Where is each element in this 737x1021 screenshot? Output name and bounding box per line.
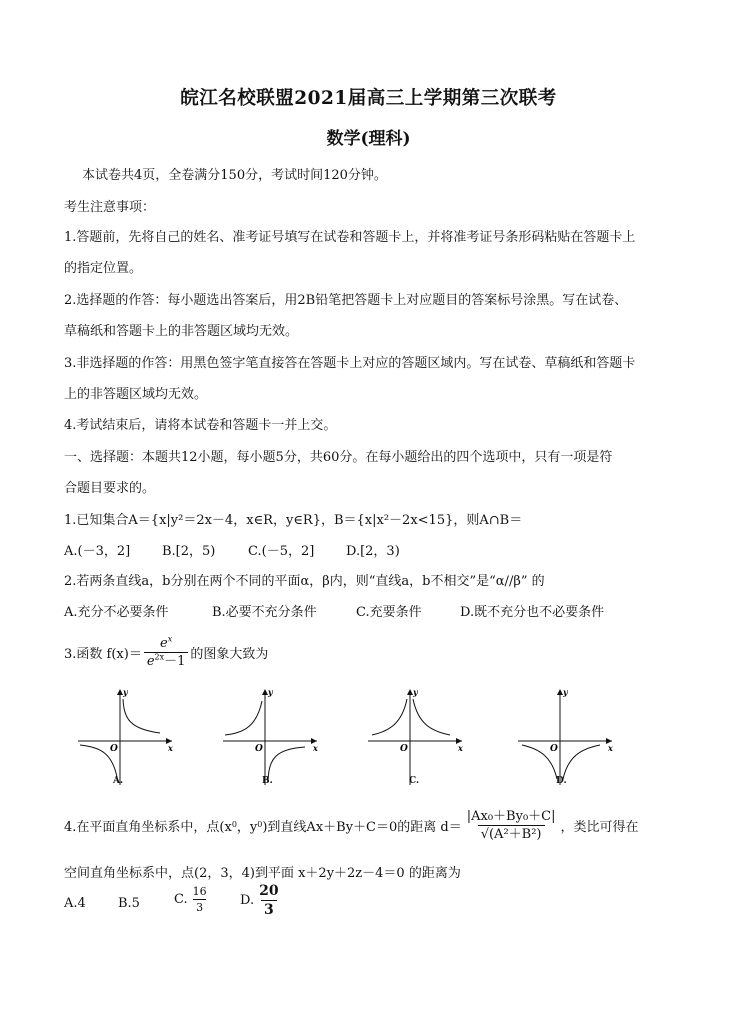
q3-suffix: 的图象大致为 <box>190 647 269 662</box>
section-heading-b: 合题目要求的。 <box>64 481 156 496</box>
origin-label: O <box>110 744 118 754</box>
q2-option-c: C.充要条件 <box>356 605 422 620</box>
origin-label: O <box>400 744 408 754</box>
q4-distance-formula <box>464 810 559 841</box>
q3-fraction <box>144 634 189 669</box>
q3-num: e <box>160 636 168 651</box>
q4-option-c-den: 3 <box>193 899 206 913</box>
intro-line: 本试卷共4页，全卷满分150分，考试时间120分钟。 <box>82 168 387 183</box>
q1-option-d: D.[2，3) <box>346 544 400 559</box>
graph-d <box>510 685 620 790</box>
q4-option-c <box>174 886 212 913</box>
notice-3b: 上的非答题区域均无效。 <box>64 387 208 402</box>
q4-option-c-frac <box>190 886 210 913</box>
question-2-stem: 2.若两条直线a，b分别在两个不同的平面α，β内，则“直线a，b不相交”是“α//β” 的 <box>64 574 545 589</box>
q4-option-d-frac <box>256 884 281 917</box>
q4-option-d-den: 3 <box>261 900 277 917</box>
q4-option-c-num: 16 <box>192 885 207 898</box>
q2-option-b: B.必要不充分条件 <box>212 605 317 620</box>
question-1-stem: 1.已知集合A＝{x|y²＝2x－4，x∈R，y∈R}，B＝{x|x²－2x<15}，则A∩B＝ <box>64 513 523 528</box>
graph-c <box>360 685 470 790</box>
q4-option-a: A.4 <box>64 896 86 911</box>
q4-formula-den: √(A²＋B²) <box>478 825 545 841</box>
axis-label-y: y <box>413 687 418 697</box>
question-4-stem: 4.在平面直角坐标系中，点(x 0 ，y 0 )到直线Ax＋By＋C＝0的距离 d＝ $\frac{\text{|Ax₀＋By₀＋C|}}{\text{√(A²＋B²)}}$ ，类比可得在 <box>64 808 639 842</box>
origin-label: O <box>550 744 558 754</box>
axis-label-x: x <box>168 743 173 753</box>
axis-label-y: y <box>268 687 273 697</box>
notice-1a: 1.答题前，先将自己的姓名、准考证号填写在试卷和答题卡上，并将准考证号条形码粘贴在答题卡上 <box>64 230 636 245</box>
q4-option-d-label: D. <box>240 893 255 908</box>
axis-label-x: x <box>608 743 613 753</box>
question-3-stem <box>64 634 269 669</box>
page-title: 皖江名校联盟2021届高三上学期第三次联考 <box>180 88 557 109</box>
notice-1b: 的指定位置。 <box>64 261 143 276</box>
notice-4: 4.考试结束后，请将本试卷和答题卡一并上交。 <box>64 418 337 433</box>
graph-b <box>215 685 325 790</box>
q3-den-base: e <box>146 654 155 669</box>
q4-option-b: B.5 <box>118 896 140 911</box>
q2-option-a: A.充分不必要条件 <box>64 605 169 620</box>
notice-2a: 2.选择题的作答：每小题选出答案后，用2B铅笔把答题卡上对应题目的答案标号涂黑。写在试卷、 <box>64 293 628 308</box>
q4-formula-num: |Ax₀＋By₀＋C| <box>466 808 556 824</box>
q4-option-d-num: 20 <box>259 883 279 899</box>
graph-label-a: A. <box>113 776 124 786</box>
origin-label: O <box>255 744 263 754</box>
q1-option-a: A.(－3，2] <box>64 544 131 559</box>
q4-stem-a: 4.在平面直角坐标系中，点(x <box>64 819 232 835</box>
axis-label-y: y <box>123 687 128 697</box>
q4-stem-b: )到直线Ax＋By＋C＝0的距离 d＝ <box>262 819 462 835</box>
q3-num-sup: x <box>167 634 173 644</box>
page-subtitle: 数学(理科) <box>326 129 411 149</box>
q1-option-c: C.(－5，2] <box>248 544 315 559</box>
graph-label-b: B. <box>262 776 273 786</box>
q4-stem-c: ，类比可得在 <box>560 819 639 835</box>
notice-3a: 3.非选择题的作答：用黑色签字笔直接答在答题卡上对应的答题区域内。写在试卷、草稿纸和答题卡 <box>64 356 636 371</box>
q4-option-c-label: C. <box>174 892 188 907</box>
notice-heading: 考生注意事项： <box>64 200 156 215</box>
axis-label-y: y <box>563 687 568 697</box>
q4-comma: ，y <box>236 819 258 835</box>
notice-2b: 草稿纸和答题卡上的非答题区域均无效。 <box>64 324 299 339</box>
q1-option-b: B.[2，5) <box>162 544 216 559</box>
graph-a <box>70 685 180 790</box>
q3-den-tail: －1 <box>164 654 186 669</box>
graph-label-d: D. <box>556 776 567 786</box>
axis-label-x: x <box>458 743 463 753</box>
q4-option-d <box>240 884 284 917</box>
section-heading-a: 一、选择题：本题共12小题，每小题5分，共60分。在每小题给出的四个选项中，只有一项是符 <box>64 450 613 465</box>
q3-den-sup: 2x <box>154 652 165 662</box>
axis-label-x: x <box>313 743 318 753</box>
graph-label-c: C. <box>409 776 420 786</box>
q3-prefix: 3.函数 f(x)＝ <box>64 647 142 662</box>
q2-option-d: D.既不充分也不必要条件 <box>460 605 605 620</box>
question-4-line2: 空间直角坐标系中，点(2，3，4)到平面 x＋2y＋2z－4＝0 的距离为 <box>64 866 461 881</box>
